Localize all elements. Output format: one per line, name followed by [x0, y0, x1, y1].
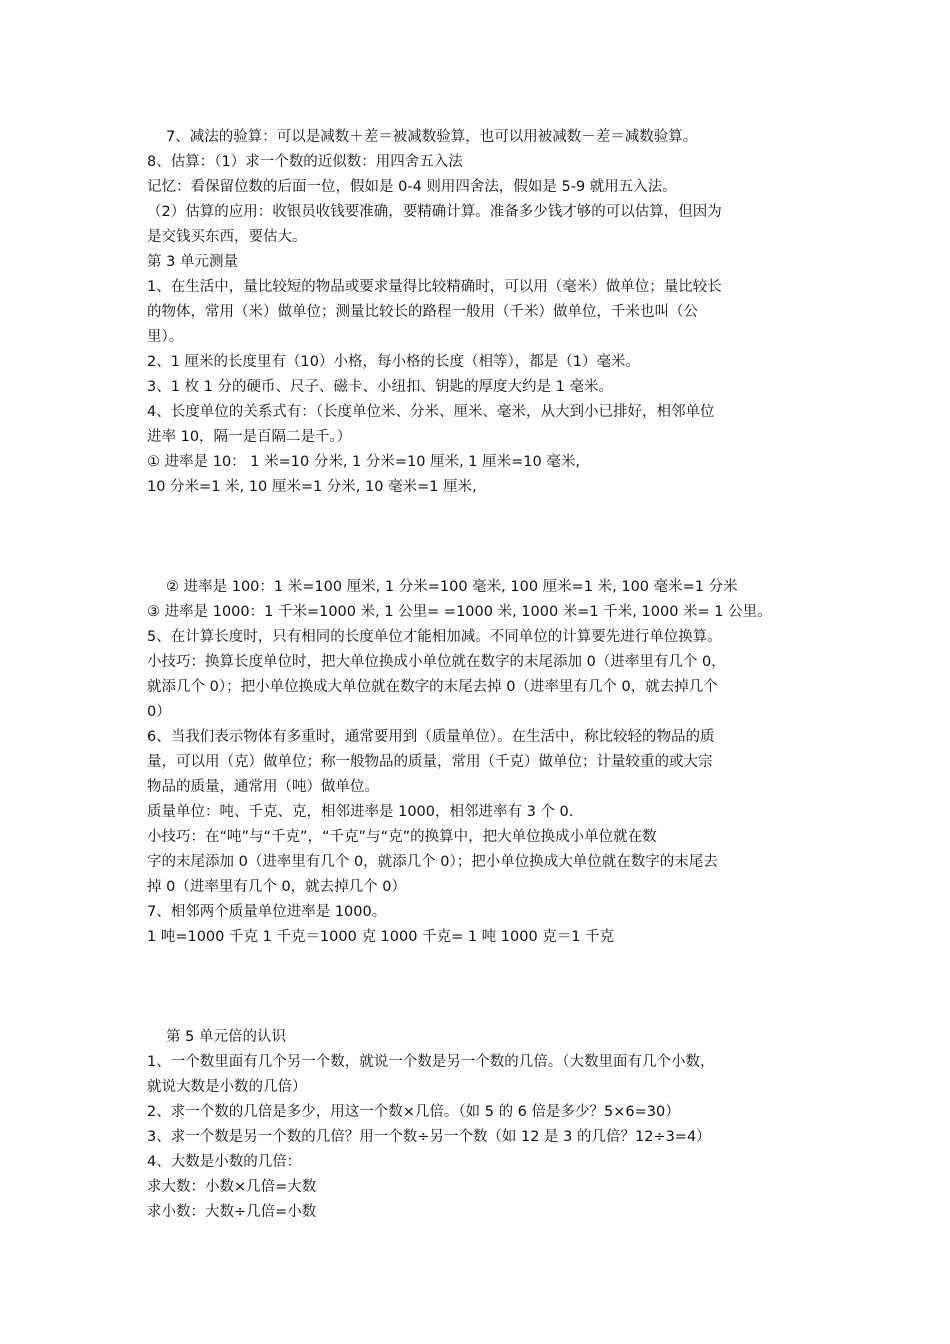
text-line: 1、在生活中，量比较短的物品或要求量得比较精确时，可以用（毫米）做单位；量比较长 [147, 279, 722, 295]
text-line: （2）估算的应用：收银员收钱要准确，要精确计算。准备多少钱才够的可以估算，但因为 [147, 204, 722, 220]
text-line: 字的末尾添加 0（进率里有几个 0，就添几个 0）；把小单位换成大单位就在数字的末尾去 [147, 854, 718, 870]
section-heading: 第 3 单元测量 [147, 254, 238, 270]
text-line: 就添几个 0）；把小单位换成大单位就在数字的末尾去掉 0（进率里有几个 0，就去掉几个 [147, 679, 718, 695]
text-line: 0） [147, 704, 171, 720]
text-line: 记忆：看保留位数的后面一位，假如是 0-4 则用四舍法，假如是 5-9 就用五入法。 [147, 179, 677, 195]
text-line: 6、当我们表示物体有多重时，通常要用到（质量单位）。在生活中，称比较轻的物品的质 [147, 729, 715, 745]
text-line: 小技巧：换算长度单位时，把大单位换成小单位就在数字的末尾添加 0（进率里有几个 0， [147, 654, 726, 670]
text-line: 求小数：大数÷几倍=小数 [147, 1204, 317, 1220]
text-line: 4、长度单位的关系式有：（长度单位米、分米、厘米、毫米，从大到小已排好，相邻单位 [147, 404, 715, 420]
text-line: 掉 0（进率里有几个 0，就去掉几个 0） [147, 879, 407, 895]
text-line: 5、在计算长度时，只有相同的长度单位才能相加减。不同单位的计算要先进行单位换算。 [147, 629, 722, 645]
text-line: 7、减法的验算：可以是减数＋差＝被减数验算，也可以用被减数－差＝减数验算。 [166, 129, 698, 145]
text-line: 小技巧：在“吨”与“千克”，“千克”与“克”的换算中，把大单位换成小单位就在数 [147, 829, 657, 845]
text-line: 的物体，常用（米）做单位；测量比较长的路程一般用（千米）做单位，千米也叫（公 [147, 304, 698, 320]
text-line: 10 分米=1 米, 10 厘米=1 分米, 10 毫米=1 厘米, [147, 479, 477, 495]
text-line: 里）。 [147, 329, 184, 345]
text-line: ③ 进率是 1000：1 千米=1000 米, 1 公里= =1000 米, 1000 米=1 千米, 1000 米= 1 公里。 [147, 604, 772, 620]
text-line: 质量单位：吨、千克、克，相邻进率是 1000，相邻进率有 3 个 0. [147, 804, 574, 820]
text-line: 2、求一个数的几倍是多少，用这一个数×几倍。（如 5 的 6 倍是多少？5×6=30） [147, 1104, 680, 1120]
text-line: 2、1 厘米的长度里有（10）小格，每小格的长度（相等），都是（1）毫米。 [147, 354, 640, 370]
text-line: 就说大数是小数的几倍） [147, 1079, 307, 1095]
text-line: 8、估算：（1）求一个数的近似数：用四舍五入法 [147, 154, 463, 170]
text-line: 物品的质量，通常用（吨）做单位。 [147, 779, 379, 795]
text-line: 量，可以用（克）做单位；称一般物品的质量，常用（千克）做单位；计量较重的或大宗 [147, 754, 713, 770]
text-line: 1、一个数里面有几个另一个数，就说一个数是另一个数的几倍。（大数里面有几个小数， [147, 1054, 715, 1070]
text-line: 4、大数是小数的几倍： [147, 1154, 302, 1170]
text-line: ① 进率是 10： 1 米=10 分米, 1 分米=10 厘米, 1 厘米=10 毫米, [147, 454, 580, 470]
text-line: 3、1 枚 1 分的硬币、尺子、磁卡、小纽扣、钥匙的厚度大约是 1 毫米。 [147, 379, 613, 395]
text-line: 是交钱买东西，要估大。 [147, 229, 307, 245]
text-line: 3、求一个数是另一个数的几倍？用一个数÷另一个数（如 12 是 3 的几倍？12÷3=4） [147, 1129, 711, 1145]
text-line: 1 吨=1000 千克 1 千克＝1000 克 1000 千克= 1 吨 1000 克＝1 千克 [147, 929, 615, 945]
section-heading: 第 5 单元倍的认识 [166, 1029, 286, 1045]
text-line: 进率 10，隔一是百隔二是千。） [147, 429, 352, 445]
text-line: 求大数：小数×几倍=大数 [147, 1179, 317, 1195]
text-line: ② 进率是 100：1 米=100 厘米, 1 分米=100 毫米, 100 厘米=1 米, 100 毫米=1 分米 [166, 579, 738, 595]
text-line: 7、相邻两个质量单位进率是 1000。 [147, 904, 387, 920]
